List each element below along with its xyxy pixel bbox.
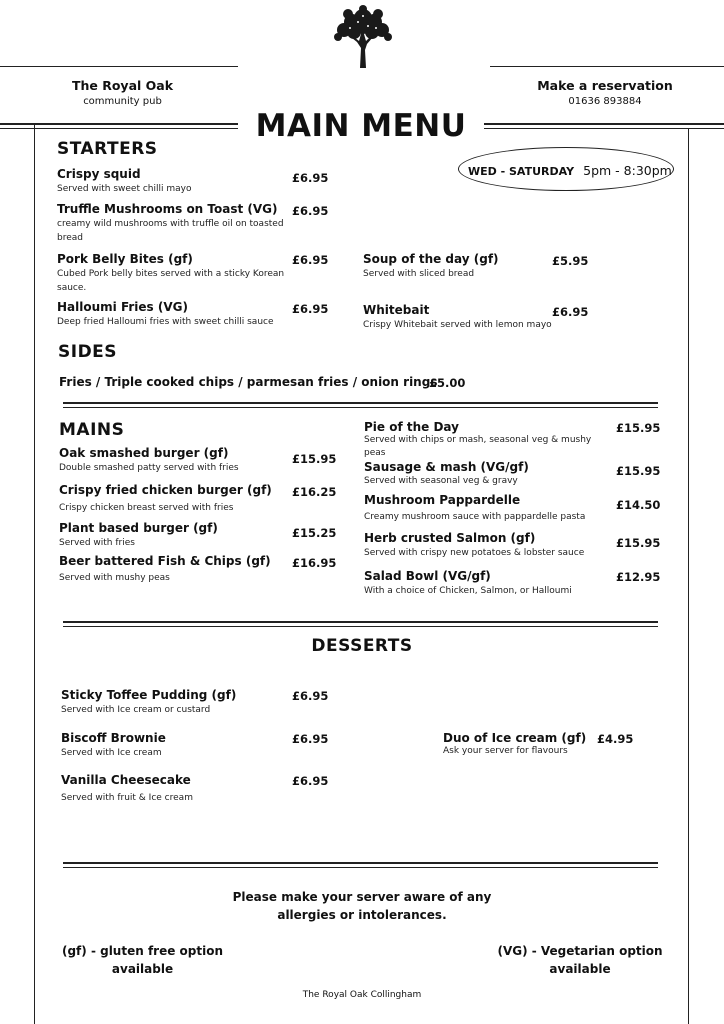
footer-pub-name: The Royal Oak Collingham bbox=[302, 990, 422, 1000]
pub-name: The Royal Oak bbox=[71, 78, 174, 93]
desserts-divider-2 bbox=[63, 626, 658, 627]
item-desc: Served with mushy peas bbox=[59, 573, 170, 583]
title-right-line-1 bbox=[484, 123, 724, 125]
item-desc: Served with Ice cream or custard bbox=[61, 705, 211, 715]
item-price: £5.95 bbox=[552, 254, 589, 268]
allergy-line-2: allergies or intolerances. bbox=[277, 908, 447, 922]
main-item bbox=[59, 554, 291, 585]
mains-divider-2 bbox=[63, 407, 658, 408]
item-name: Whitebait bbox=[363, 303, 430, 317]
main-item bbox=[364, 569, 604, 598]
item-name: Crispy fried chicken burger (gf) bbox=[59, 483, 272, 497]
item-price: £15.95 bbox=[616, 464, 661, 478]
item-price: £6.95 bbox=[292, 732, 329, 746]
mains-heading: MAINS bbox=[59, 420, 125, 440]
item-name: Biscoff Brownie bbox=[61, 731, 166, 745]
item-desc: Served with crispy new potatoes & lobster sauce bbox=[364, 548, 585, 558]
item-desc: With a choice of Chicken, Salmon, or Halloumi bbox=[364, 586, 572, 596]
main-item bbox=[59, 521, 291, 550]
starter-item bbox=[57, 202, 292, 245]
item-name: Crispy squid bbox=[57, 167, 141, 181]
item-desc: Double smashed patty served with fries bbox=[59, 463, 239, 473]
item-name: Sticky Toffee Pudding (gf) bbox=[61, 688, 237, 702]
sides-price: £5.00 bbox=[429, 376, 466, 390]
hours-days: WED - SATURDAY bbox=[468, 165, 575, 178]
frame-left-line bbox=[34, 123, 35, 1024]
item-price: £16.25 bbox=[292, 485, 337, 499]
header-left-line bbox=[0, 66, 238, 67]
footer-divider-1 bbox=[63, 862, 658, 864]
item-name: Truffle Mushrooms on Toast (VG) bbox=[57, 202, 278, 216]
dessert-item bbox=[61, 688, 289, 717]
item-price: £15.95 bbox=[292, 452, 337, 466]
gf-key-line-1: (gf) - gluten free option bbox=[61, 944, 224, 958]
allergy-line-1: Please make your server aware of any bbox=[232, 890, 492, 904]
starter-item bbox=[57, 252, 292, 295]
item-desc: Cubed Pork belly bites served with a sticky Korean sauce. bbox=[57, 269, 285, 293]
page-title: MAIN MENU bbox=[255, 108, 467, 144]
main-item bbox=[59, 483, 291, 515]
title-left-line-2 bbox=[0, 128, 238, 129]
item-name: Duo of Ice cream (gf) bbox=[443, 731, 587, 745]
vg-key bbox=[494, 942, 666, 978]
desserts-divider-1 bbox=[63, 621, 658, 623]
item-name: Herb crusted Salmon (gf) bbox=[364, 531, 536, 545]
hours-text bbox=[468, 160, 672, 179]
item-desc: Served with fries bbox=[59, 538, 135, 548]
desserts-heading: DESSERTS bbox=[311, 636, 413, 656]
item-name: Pie of the Day bbox=[364, 420, 459, 434]
dessert-item bbox=[61, 731, 289, 760]
item-desc: Ask your server for flavours bbox=[443, 746, 568, 756]
title-left-line-1 bbox=[0, 123, 238, 125]
item-desc: Served with chips or mash, seasonal veg & mushy peas bbox=[364, 435, 592, 458]
item-desc: Served with fruit & Ice cream bbox=[61, 793, 193, 803]
item-price: £12.95 bbox=[616, 570, 661, 584]
item-price: £6.95 bbox=[552, 305, 589, 319]
item-desc: Creamy mushroom sauce with pappardelle pasta bbox=[364, 512, 586, 522]
sides-line: Fries / Triple cooked chips / parmesan fries / onion rings bbox=[59, 375, 438, 389]
main-item bbox=[364, 493, 604, 524]
frame-right-line bbox=[688, 128, 689, 1024]
reservation-label: Make a reservation bbox=[537, 78, 673, 93]
footer-divider-2 bbox=[63, 867, 658, 868]
item-name: Vanilla Cheesecake bbox=[61, 773, 191, 787]
item-name: Pork Belly Bites (gf) bbox=[57, 252, 193, 266]
vg-key-line-1: (VG) - Vegetarian option bbox=[497, 944, 663, 958]
item-price: £6.95 bbox=[292, 774, 329, 788]
reservation-info bbox=[530, 78, 680, 107]
item-price: £4.95 bbox=[597, 732, 634, 746]
gf-key-line-2: available bbox=[111, 962, 174, 976]
item-name: Beer battered Fish & Chips (gf) bbox=[59, 554, 271, 568]
title-right-line-2 bbox=[484, 128, 724, 129]
item-price: £6.95 bbox=[292, 253, 329, 267]
starters-heading: STARTERS bbox=[57, 139, 158, 159]
tree-logo-icon bbox=[330, 4, 396, 68]
item-price: £6.95 bbox=[292, 689, 329, 703]
item-desc: creamy wild mushrooms with truffle oil on toasted bread bbox=[57, 219, 284, 243]
item-price: £6.95 bbox=[292, 171, 329, 185]
gf-key bbox=[55, 942, 230, 978]
item-price: £6.95 bbox=[292, 302, 329, 316]
pub-type: community pub bbox=[83, 96, 162, 107]
item-desc: Deep fried Halloumi fries with sweet chilli sauce bbox=[57, 317, 274, 327]
phone-number: 01636 893884 bbox=[568, 96, 642, 107]
header-right-line bbox=[490, 66, 724, 67]
item-name: Oak smashed burger (gf) bbox=[59, 446, 229, 460]
main-item bbox=[364, 531, 604, 560]
item-desc: Served with sliced bread bbox=[363, 269, 475, 279]
mains-divider-1 bbox=[63, 402, 658, 404]
item-name: Salad Bowl (VG/gf) bbox=[364, 569, 491, 583]
pub-info bbox=[60, 78, 185, 107]
main-item bbox=[59, 446, 291, 475]
item-price: £6.95 bbox=[292, 204, 329, 218]
item-desc: Served with sweet chilli mayo bbox=[57, 184, 192, 194]
item-desc: Crispy Whitebait served with lemon mayo bbox=[363, 320, 552, 330]
item-price: £15.25 bbox=[292, 526, 337, 540]
item-price: £16.95 bbox=[292, 556, 337, 570]
item-name: Sausage & mash (VG/gf) bbox=[364, 460, 529, 474]
item-name: Plant based burger (gf) bbox=[59, 521, 218, 535]
item-price: £15.95 bbox=[616, 421, 661, 435]
sides-heading: SIDES bbox=[58, 342, 118, 362]
main-item bbox=[364, 420, 604, 460]
item-name: Soup of the day (gf) bbox=[363, 252, 499, 266]
vg-key-line-2: available bbox=[549, 962, 611, 976]
item-desc: Served with seasonal veg & gravy bbox=[364, 476, 518, 486]
hours-time: 5pm - 8:30pm bbox=[583, 163, 672, 178]
dessert-item bbox=[61, 773, 289, 805]
allergy-note bbox=[212, 888, 512, 924]
item-desc: Served with Ice cream bbox=[61, 748, 162, 758]
starter-item bbox=[57, 167, 292, 196]
item-name: Mushroom Pappardelle bbox=[364, 493, 521, 507]
item-price: £15.95 bbox=[616, 536, 661, 550]
item-name: Halloumi Fries (VG) bbox=[57, 300, 188, 314]
dessert-item bbox=[443, 731, 593, 758]
item-desc: Crispy chicken breast served with fries bbox=[59, 503, 234, 513]
main-item bbox=[364, 460, 604, 488]
item-price: £14.50 bbox=[616, 498, 661, 512]
starter-item bbox=[57, 300, 292, 329]
